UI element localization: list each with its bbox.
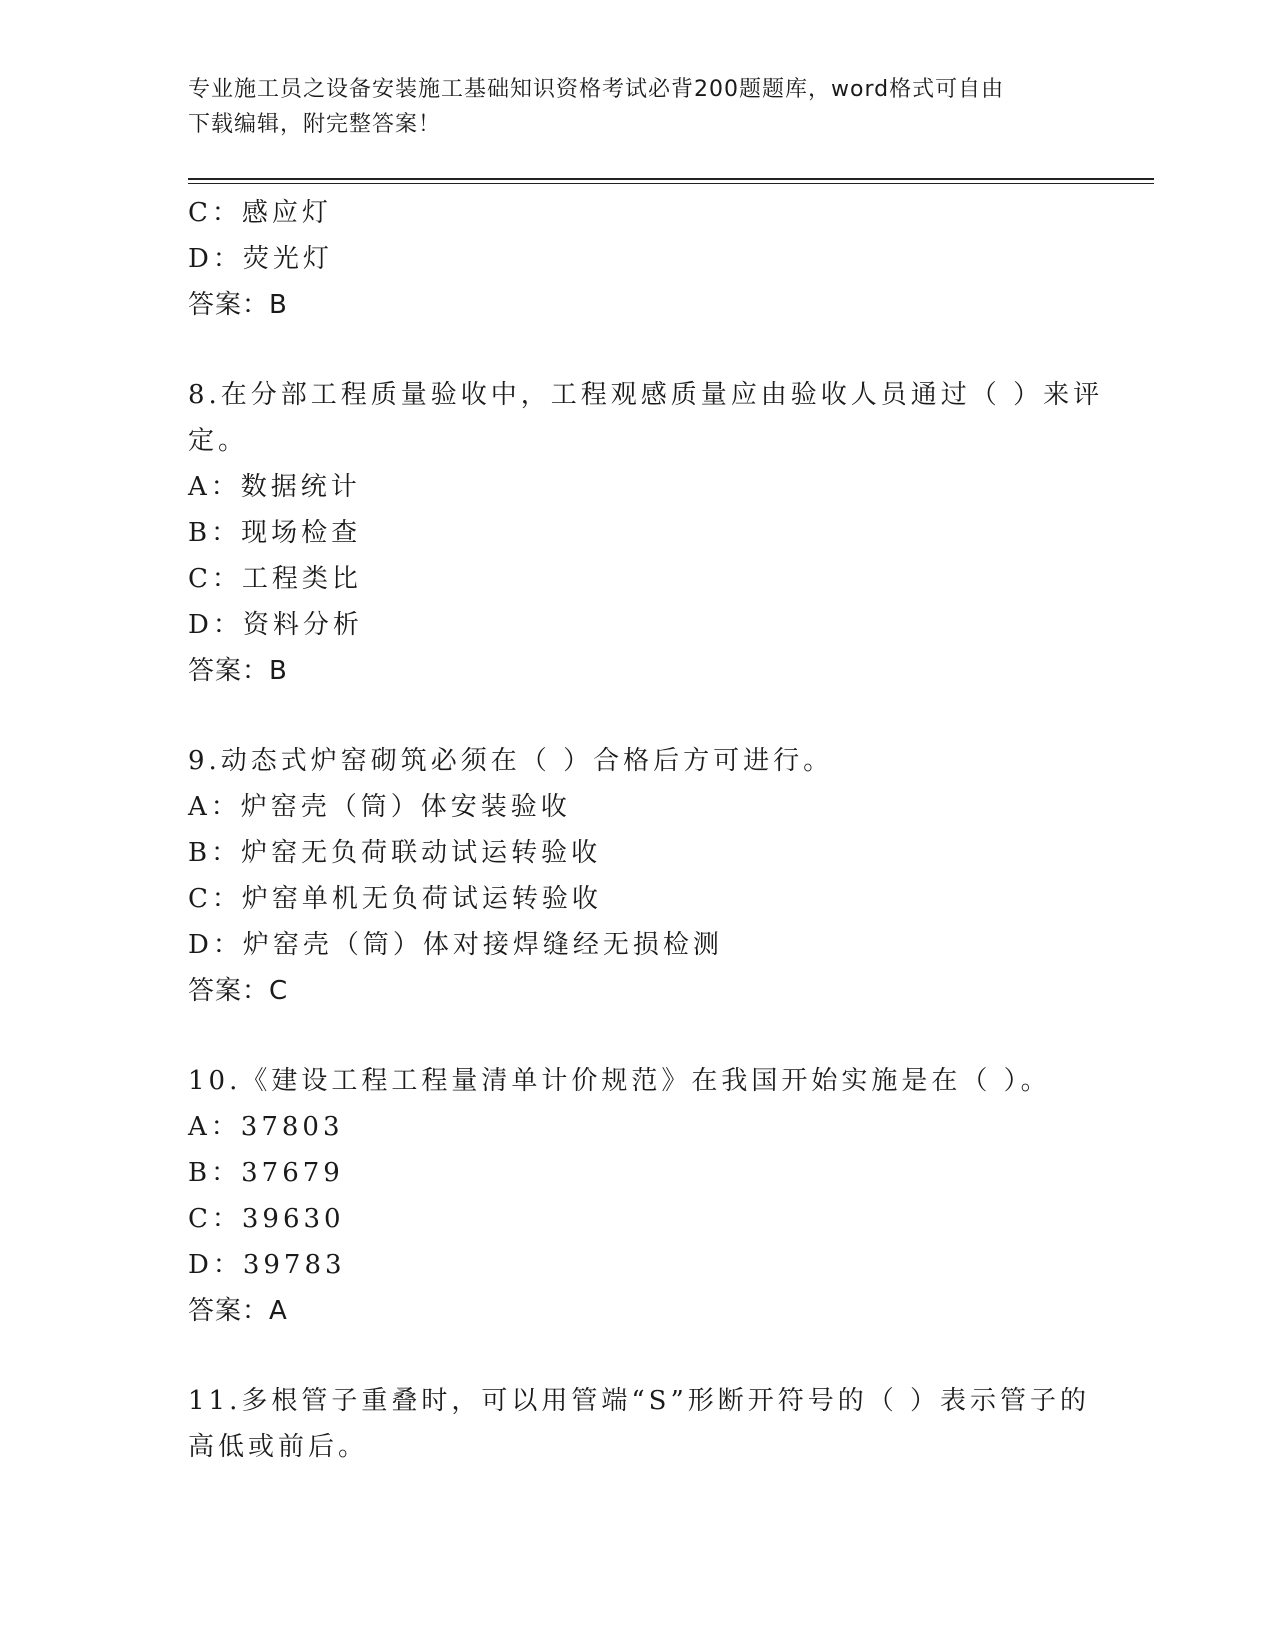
answer-line: 答案：B <box>188 656 288 686</box>
option-c: C：39630 <box>188 1204 345 1234</box>
option-d: D：炉窑壳（筒）体对接焊缝经无损检测 <box>188 930 723 960</box>
question-11 <box>188 1378 1091 1470</box>
header-line-2: 下载编辑，附完整答案！ <box>188 112 442 137</box>
answer-line: 答案：A <box>188 1296 288 1326</box>
question-stem-line: 10.《建设工程工程量清单计价规范》在我国开始实施是在（ ）。 <box>188 1066 1051 1096</box>
document-body <box>188 190 1104 1470</box>
option-b: B：现场检查 <box>188 518 362 548</box>
question-stem-line: 11.多根管子重叠时，可以用管端“S”形断开符号的（ ）表示管子的 <box>188 1386 1091 1416</box>
option-d: D：荧光灯 <box>188 244 333 274</box>
option-b: B：炉窑无负荷联动试运转验收 <box>188 838 602 868</box>
option-c: C：感应灯 <box>188 198 332 228</box>
header-rule-thin <box>188 183 1154 184</box>
question-stem-line: 8.在分部工程质量验收中，工程观感质量应由验收人员通过（ ）来评 <box>188 380 1104 410</box>
option-a: A：炉窑壳（筒）体安装验收 <box>188 792 571 822</box>
option-b: B：37679 <box>188 1158 344 1188</box>
question-9 <box>188 738 1088 1014</box>
document-header <box>188 72 1068 142</box>
question-stem-line: 高低或前后。 <box>188 1432 369 1462</box>
question-8 <box>188 372 1104 694</box>
option-c: C：工程类比 <box>188 564 362 594</box>
answer-line: 答案：C <box>188 976 289 1006</box>
option-c: C：炉窑单机无负荷试运转验收 <box>188 884 602 914</box>
header-line-1: 专业施工员之设备安装施工基础知识资格考试必背200题题库，word格式可自由 <box>188 77 1005 102</box>
option-d: D：39783 <box>188 1250 346 1280</box>
option-a: A：37803 <box>188 1112 344 1142</box>
option-d: D：资料分析 <box>188 610 363 640</box>
option-a: A：数据统计 <box>188 472 361 502</box>
header-rule-thick <box>188 178 1154 180</box>
prev-question-tail <box>188 190 1088 328</box>
question-stem-line: 9.动态式炉窑砌筑必须在（ ）合格后方可进行。 <box>188 746 834 776</box>
question-10 <box>188 1058 1088 1334</box>
question-stem-line: 定。 <box>188 426 249 456</box>
answer-line: 答案：B <box>188 290 288 320</box>
